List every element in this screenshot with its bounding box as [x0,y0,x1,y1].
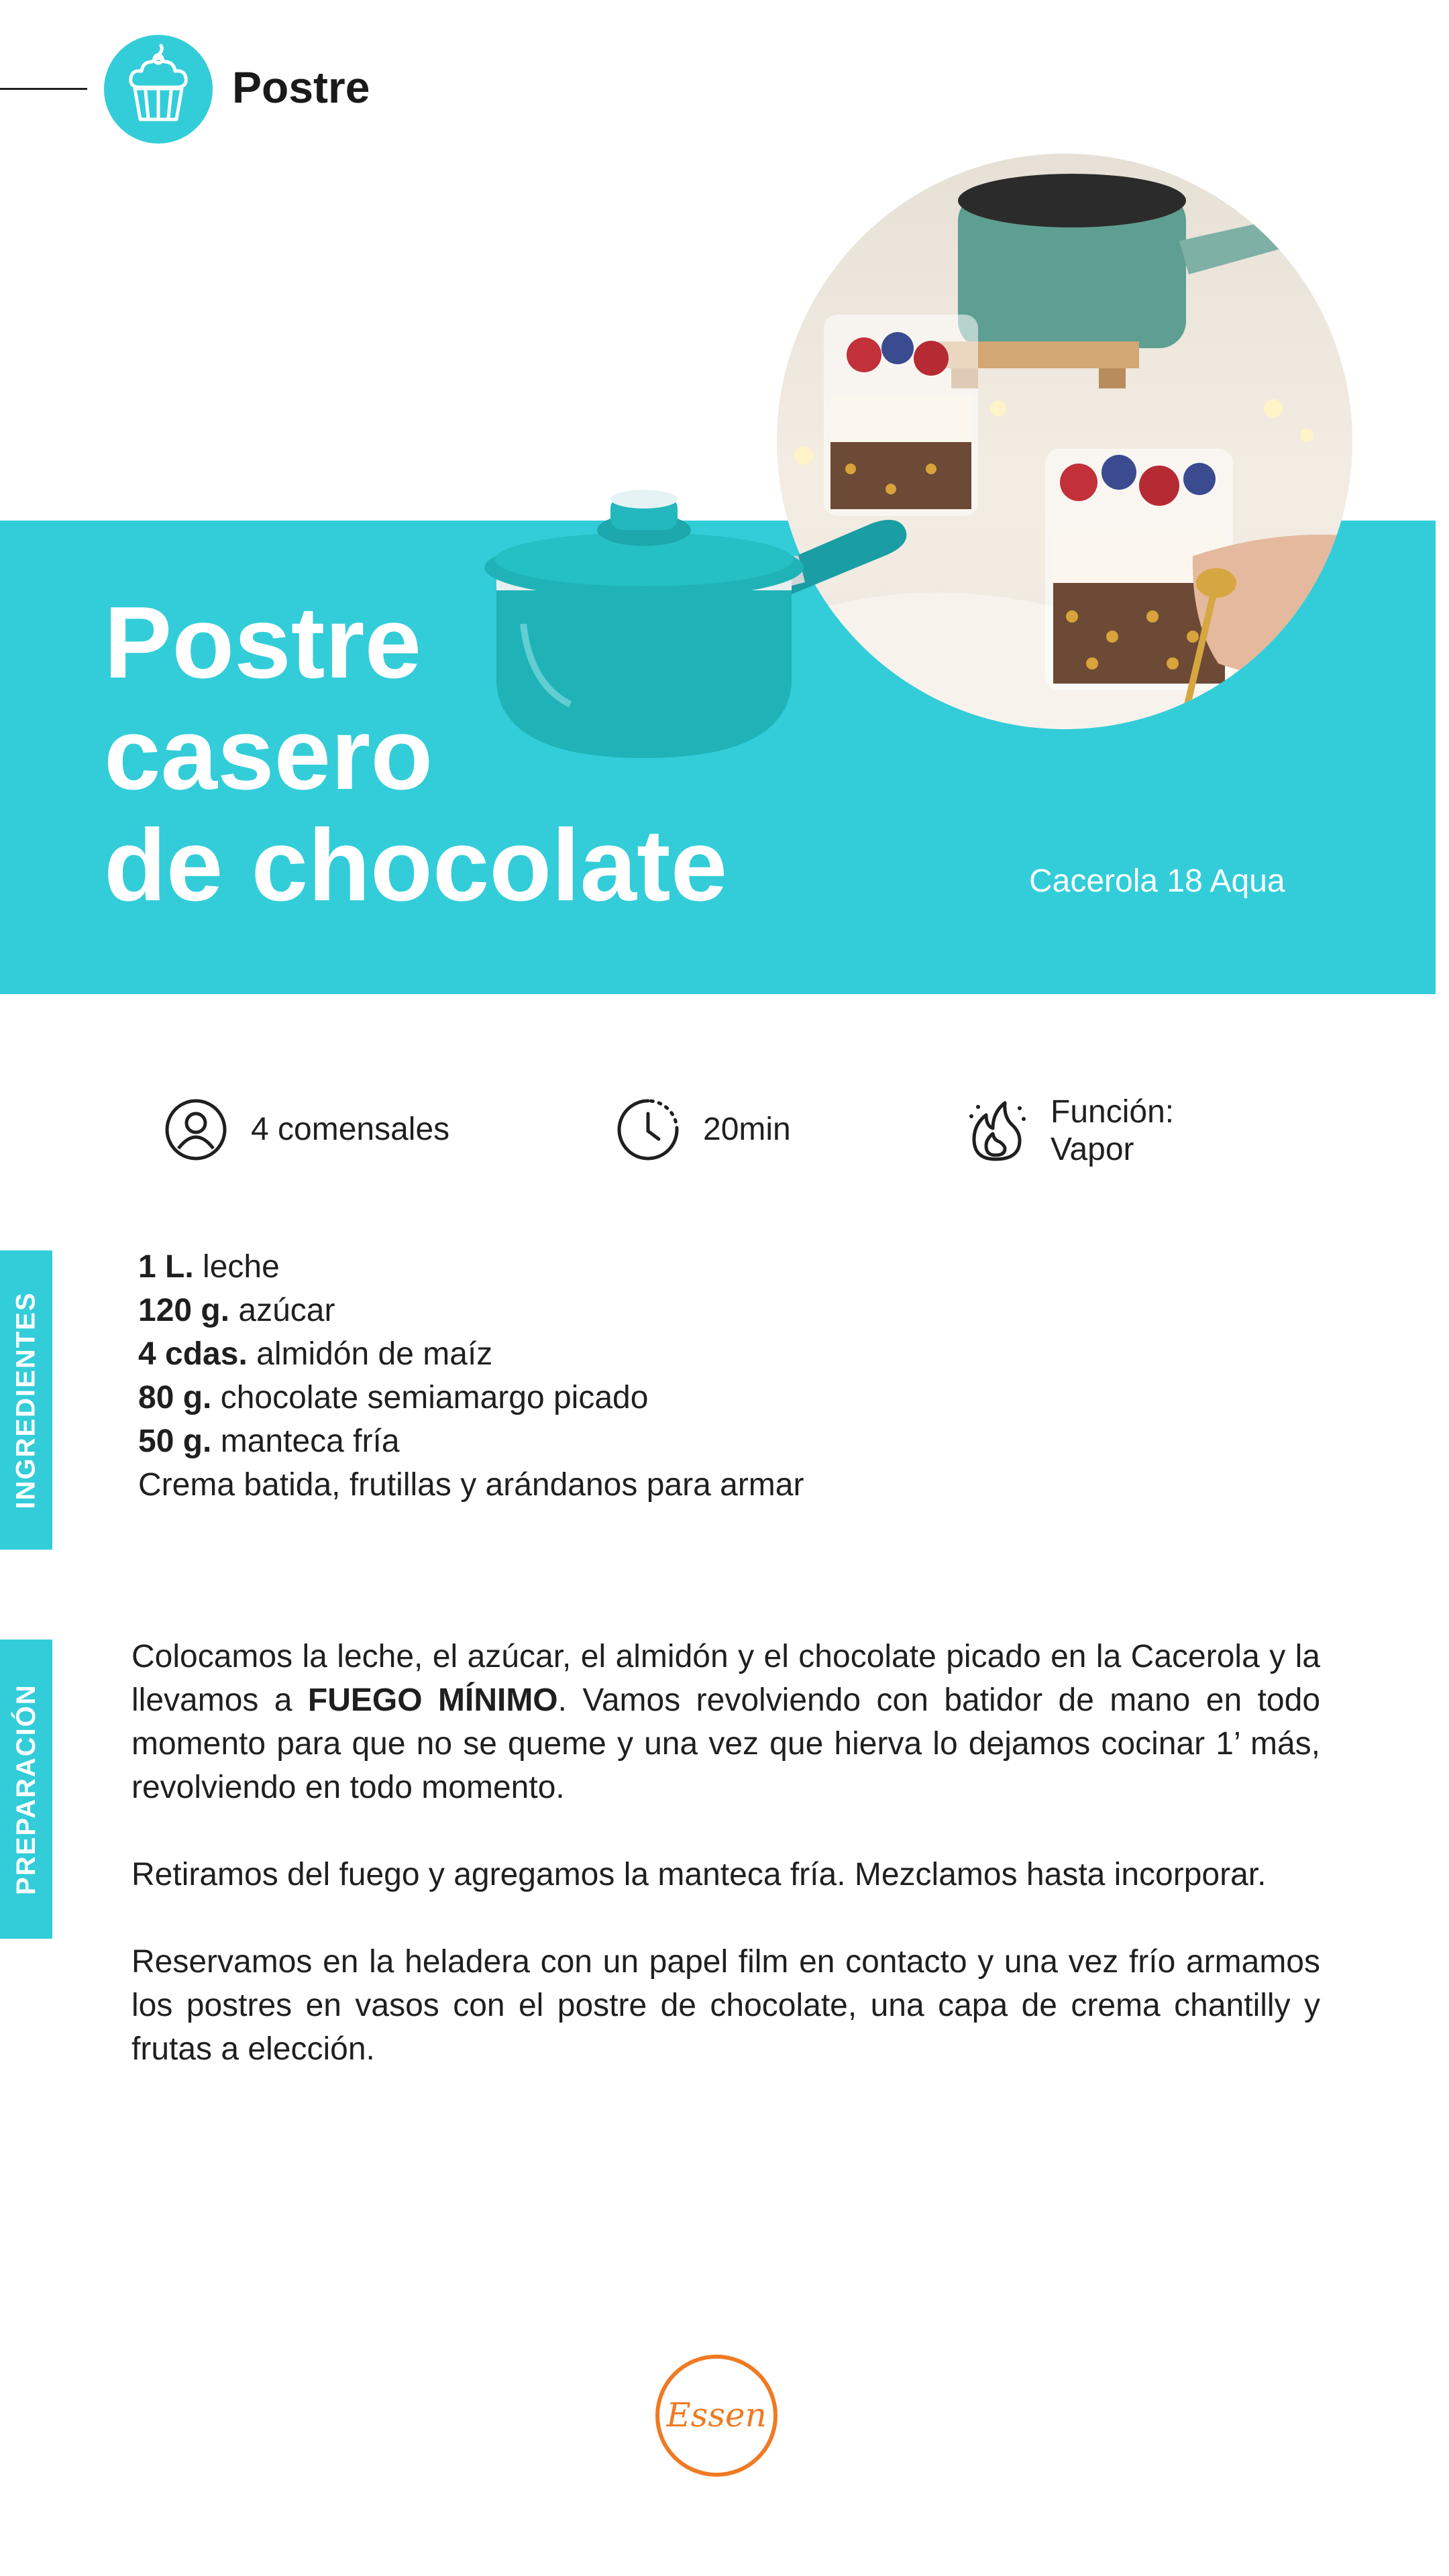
svg-text:Essen: Essen [666,2396,767,2434]
list-item: Crema batida, frutillas y arándanos para armar [138,1467,804,1503]
list-item: 50 g. manteca fría [138,1424,400,1459]
function-info [963,1093,1174,1169]
ingredients-tab-label: INGREDIENTES [11,1291,41,1509]
category-label: Postre [232,62,370,112]
time-text: 20min [703,1112,791,1147]
list-item: 120 g. azúcar [138,1293,335,1328]
preparation-paragraph: Reservamos en la heladera con un papel film en contacto y una vez frío armamos los postres en vasos con el postre de chocolate, una capa de crema chantilly y frutas a elección. [131,1944,1320,2067]
ingredients-tab [0,1250,52,1550]
header-rule [0,88,87,90]
person-icon [164,1097,228,1162]
function-value: Vapor [1051,1132,1134,1167]
preparation-text [131,1635,1320,2114]
function-text [1051,1093,1174,1169]
time-info [616,1097,791,1162]
product-name: Cacerola 18 Aqua [1029,863,1285,899]
servings-info [164,1097,449,1162]
list-item: 4 cdas. almidón de maíz [138,1336,493,1372]
recipe-title [104,587,775,921]
preparation-tab-label: PREPARACIÓN [11,1683,41,1895]
servings-text: 4 comensales [251,1112,450,1147]
category-badge [104,35,213,144]
list-item: 1 L. leche [138,1249,280,1285]
flame-icon [963,1099,1028,1163]
clock-icon [616,1097,680,1162]
list-item: 80 g. chocolate semiamargo picado [138,1380,649,1415]
function-label: Función: [1051,1094,1175,1130]
cupcake-icon [104,35,213,144]
ingredients-list [138,1245,804,1507]
preparation-paragraph: Colocamos la leche, el azúcar, el almidón y el chocolate picado en la Cacerola y la llevamos a FUEGO MÍNIMO. Vamos revolviendo con batidor de mano en todo momento para que no se queme y una vez que hierva lo dejamos cocinar 1’ más, revolviendo en todo momento. [131,1639,1321,1805]
title-line: Postre [104,586,422,700]
title-line: de chocolate [104,808,728,922]
title-line: casero [104,697,433,811]
essen-logo [652,2351,781,2480]
preparation-paragraph: Retiramos del fuego y agregamos la manteca fría. Mezclamos hasta incorporar. [131,1857,1267,1892]
preparation-tab [0,1640,52,1939]
